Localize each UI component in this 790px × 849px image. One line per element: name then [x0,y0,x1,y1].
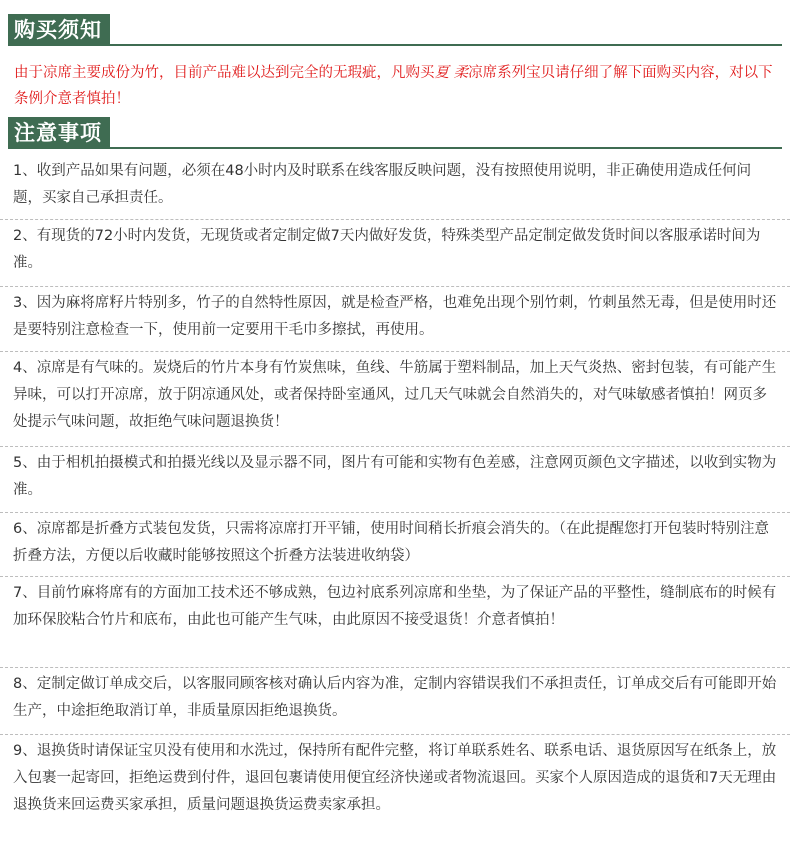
note-item [0,668,790,735]
note-number: 8、 [13,676,37,692]
note-item [0,352,790,447]
note-number: 9、 [13,743,37,759]
note-text: 退换货时请保证宝贝没有使用和水洗过，保持所有配件完整，将订单联系姓名、联系电话、退货原因写在纸条上，放入包裹一起寄回，拒绝运费到付件，退回包裹请使用便宜经济快递或者物流退回。买家个人原因造成的退货和7天无理由退换货来回运费买家承担，质量问题退换货运费卖家承担。 [13,743,777,813]
note-number: 2、 [13,228,37,244]
note-text: 由于相机拍摄模式和拍摄光线以及显示器不同，图片有可能和实物有色差感，注意网页颜色文字描述，以收到实物为准。 [13,455,777,498]
note-item [0,155,790,220]
purchase-notice-header [8,14,782,46]
note-text: 有现货的72小时内发货，无现货或者定制定做7天内做好发货，特殊类型产品定制定做发货时间以客服承诺时间为准。 [13,228,761,271]
note-text: 凉席是有气味的。炭烧后的竹片本身有竹炭焦味，鱼线、牛筋属于塑料制品，加上天气炎热、密封包装，有可能产生异味，可以打开凉席，放于阴凉通风处，或者保持卧室通风，过几天气味就会自然消失的，对气味敏感者慎拍！网页多处提示气味问题，故拒绝气味问题退换货！ [13,360,777,430]
notes-header [8,117,782,149]
note-item [0,513,790,577]
note-item [0,447,790,513]
intro-text-part2: 凉席系列宝贝请仔细了解下面购买内容，对以下条例介意者慎拍！ [14,65,773,107]
note-number: 4、 [13,360,37,376]
note-number: 1、 [13,163,37,179]
note-item [0,287,790,352]
note-text: 目前竹麻将席有的方面加工技术还不够成熟，包边衬底系列凉席和坐垫，为了保证产品的平整性，缝制底布的时候有加环保胶粘合竹片和底布，由此也可能产生气味，由此原因不接受退货！介意者慎拍！ [13,585,777,628]
intro-text-part1: 由于凉席主要成份为竹，目前产品难以达到完全的无瑕疵，凡购买 [14,65,435,81]
note-text: 定制定做订单成交后，以客服同顾客核对确认后内容为准，定制内容错误我们不承担责任，订单成交后有可能即开始生产，中途拒绝取消订单，非质量原因拒绝退换货。 [13,676,777,719]
purchase-notice-title: 购买须知 [8,14,110,46]
note-item [0,735,790,849]
notes-list [0,155,790,849]
note-text: 凉席都是折叠方式装包发货，只需将凉席打开平铺，使用时间稍长折痕会消失的。（在此提醒您打开包装时特别注意折叠方法，方便以后收藏时能够按照这个折叠方法装进收纳袋） [13,521,769,564]
notes-title: 注意事项 [8,117,110,149]
note-text: 收到产品如果有问题，必须在48小时内及时联系在线客服反映问题，没有按照使用说明，非正确使用造成任何问题，买家自己承担责任。 [13,163,752,206]
note-number: 6、 [13,521,37,537]
note-text: 因为麻将席籽片特别多，竹子的自然特性原因，就是检查严格，也难免出现个别竹刺，竹刺虽然无毒，但是使用时还是要特别注意检查一下，使用前一定要用干毛巾多擦拭，再使用。 [13,295,777,338]
note-number: 7、 [13,585,37,601]
note-number: 3、 [13,295,37,311]
note-number: 5、 [13,455,37,471]
note-item [0,220,790,287]
note-item [0,577,790,668]
intro-brand-name: 夏 柔 [434,65,469,81]
purchase-notice-intro [14,60,778,112]
